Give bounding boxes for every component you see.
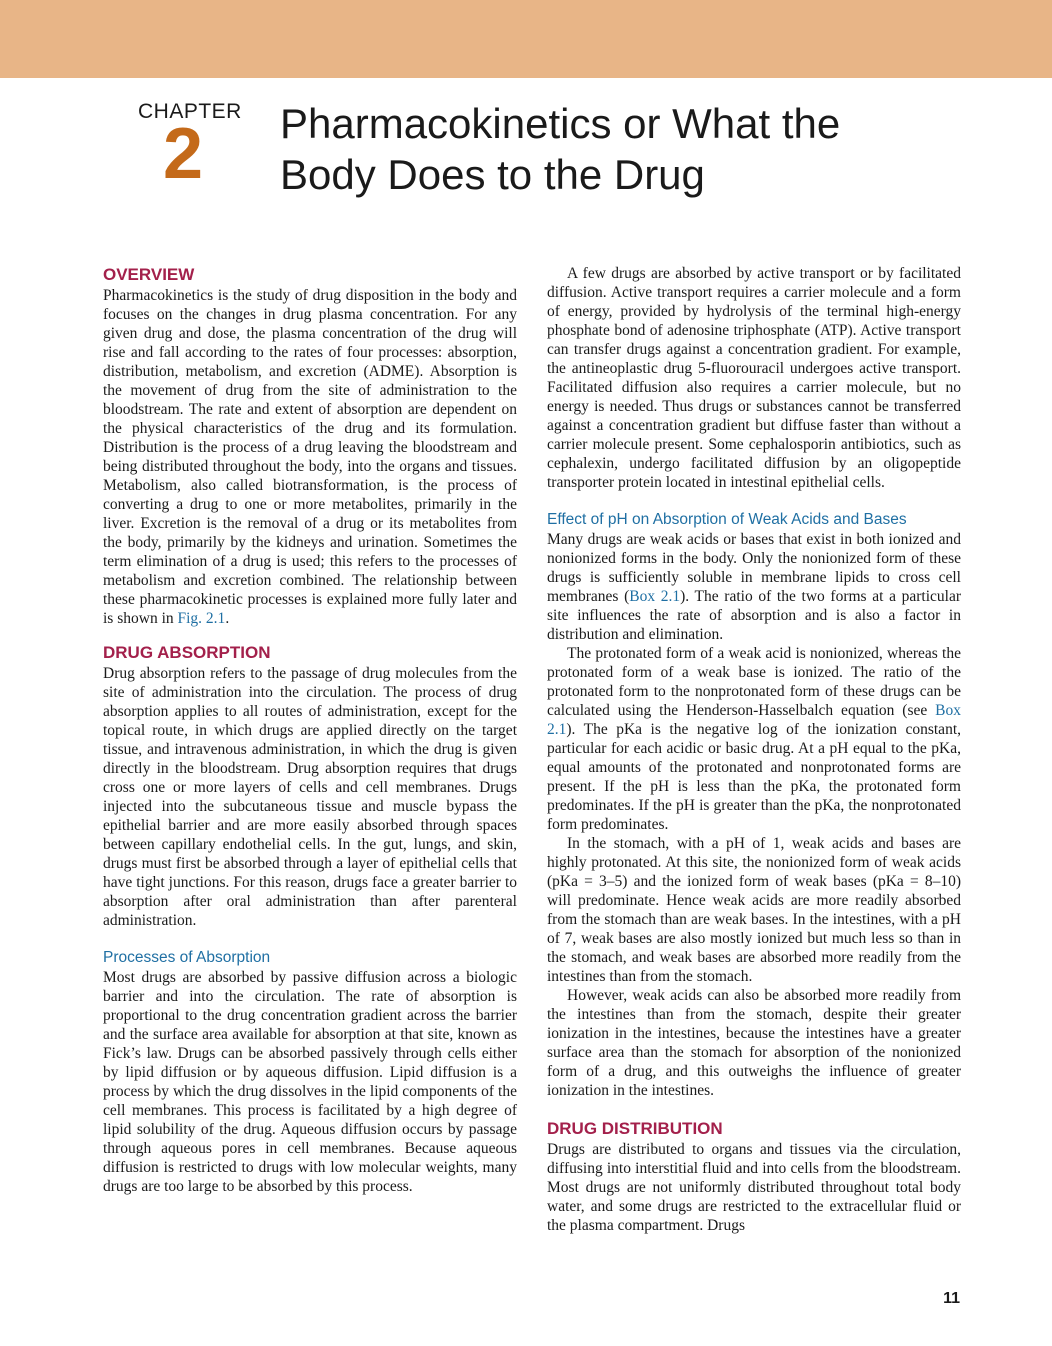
box-link[interactable]: Box 2.1: [547, 702, 961, 738]
section-heading-drug-absorption: DRUG ABSORPTION: [103, 643, 271, 662]
right-column: [547, 264, 961, 1235]
ph-p1-text-a: Many drugs are weak acids or bases that exist in both ionized and nonionized forms in the body. Only the nonionized form of these drugs is sufficiently soluble in membrane lipids to cross cell membranes (: [547, 531, 961, 605]
ph-p2-text-b: ). The pKa is the negative log of the ionization constant, particular for each acidic or basic drug. At a pH equal to the pKa, equal amounts of the protonated and nonprotonated forms are present. If the pH is less than the pKa, the protonated form predominates. If the pH is greater than the pKa, the nonprotonated form predominates.: [547, 721, 961, 833]
chapter-title-line-2: Body Does to the Drug: [280, 151, 705, 198]
chapter-title: [280, 98, 980, 200]
ph-paragraph-3: In the stomach, with a pH of 1, weak acids and bases are highly protonated. At this site, the nonionized form of weak acids (pKa = 3–5) and the ionized form of weak bases (pKa = 8–10) will predominate. Hence weak acids are more readily absorbed from the stomach than are weak bases. In the intestines, with a pH of 7, weak bases are also mostly ionized but much less so than in the stomach, and weak bases are absorbed more readily from the intestines than from the stomach.: [547, 835, 961, 985]
ph-p2-text-a: The protonated form of a weak acid is nonionized, whereas the protonated form of a weak base is ionized. The ratio of the protonated form to the nonprotonated form of these drugs can be calculated using the Henderson-Hasselbalch equation (see: [547, 645, 961, 719]
overview-end: .: [225, 610, 230, 627]
chapter-label: CHAPTER: [138, 100, 242, 123]
ph-paragraph-4: However, weak acids can also be absorbed more readily from the intestines than from the stomach, despite their greater ionization in the intestines, because the intestines have a greater surface area than the stomach for absorption of the nonionized form of a drug, and this outweighs the influence of greater ionization in the intestines.: [547, 987, 961, 1099]
subsection-heading-processes: Processes of Absorption: [103, 949, 271, 966]
overview-text: Pharmacokinetics is the study of drug disposition in the body and focuses on the changes in drug plasma concentration. For any given drug and dose, the plasma concentration of the drug will rise and fall according to the rates of four processes: absorption, distribution, metabolism, and excretion (ADME). Absorption is the movement of drug from the site of administration to the bloodstream. The rate and extent of absorption are dependent on the physical characteristics of the drug and its formulation. Distribution is the process of a drug leaving the bloodstream and being distributed throughout the body, into the organs and tissues. Metabolism, also called biotransformation, is the process of converting a drug to one or more metabolites, primarily in the liver. Excretion is the removal of a drug or its metabolites from the body, primarily by the kidneys and urination. Sometimes the term elimination of a drug is used; this refers to the processes of metabolism and excretion combined. The relationship between these pharmacokinetic processes is explained more fully later and is shown in: [103, 287, 517, 627]
chapter-title-line-1: Pharmacokinetics or What the: [280, 100, 841, 147]
ph-p1-text-b: ). The ratio of the two forms at a particular site influences the rate of absorption and is also a factor in distribution and elimination.: [547, 588, 961, 643]
absorption-paragraph: Drug absorption refers to the passage of drug molecules from the site of administration into the circulation. The process of drug absorption applies to all routes of administration, except for the topical route, in which drugs are applied directly on the target tissue, and intravenous administration, in which the drug is given directly in the bloodstream. Drug absorption requires that drugs cross one or more layers of cells and cell membranes. Drugs injected into the subcutaneous tissue and muscle bypass the epithelial barrier and are more easily absorbed through spaces between capillary endothelial cells. In the gut, lungs, and skin, drugs must first be absorbed through a layer of epithelial cells that have tight junctions. For this reason, drugs face a greater barrier to absorption after oral administration than after parenteral administration.: [103, 665, 517, 929]
section-heading-drug-distribution: DRUG DISTRIBUTION: [547, 1119, 723, 1138]
page-number: 11: [943, 1290, 960, 1307]
subsection-heading-ph: Effect of pH on Absorption of Weak Acids and Bases: [547, 511, 907, 528]
overview-paragraph: [103, 286, 517, 628]
processes-paragraph: Most drugs are absorbed by passive diffusion across a biologic barrier and into the circulation. The rate of absorption is proportional to the drug concentration gradient across the barrier and the surface area available for absorption at that site, known as Fick’s law. Drugs can be absorbed passively through cells either by lipid diffusion or by aqueous diffusion. Lipid diffusion is a process by which the drug dissolves in the lipid components of the cell membranes. This process is facilitated by a high degree of lipid solubility of the drug. Aqueous diffusion occurs by passage through aqueous pores in cell membranes. Because aqueous diffusion is restricted to drugs with low molecular weights, many drugs are too large to be absorbed by this process.: [103, 969, 517, 1195]
header-band: [0, 0, 1052, 78]
distribution-paragraph: Drugs are distributed to organs and tissues via the circulation, diffusing into interstitial fluid and into cells from the bloodstream. Most drugs are not uniformly distributed throughout total body water, and some drugs are restricted to the extracellular fluid or the plasma compartment. Drugs: [547, 1141, 961, 1234]
ph-paragraph-2: [547, 644, 961, 834]
chapter-number: 2: [162, 114, 204, 194]
active-transport-paragraph: A few drugs are absorbed by active transport or by facilitated diffusion. Active transport requires a carrier molecule and a form of energy, provided by hydrolysis of the terminal high-energy phosphate bond of adenosine triphosphate (ATP). Active transport can transfer drugs against a concentration gradient. For example, the antineoplastic drug 5-fluorouracil undergoes active transport. Facilitated diffusion also requires a carrier molecule, but no energy is needed. Thus drugs or substances cannot be transferred against a concentration gradient but diffuse faster than without a carrier molecule present. Some cephalosporin antibiotics, such as cephalexin, undergo facilitated diffusion by an oligopeptide transporter protein located in intestinal epithelial cells.: [547, 265, 961, 491]
box-link[interactable]: Box 2.1: [629, 588, 681, 605]
section-heading-overview: OVERVIEW: [103, 265, 195, 284]
figure-link[interactable]: Fig. 2.1: [177, 610, 226, 627]
ph-paragraph-1: [547, 530, 961, 644]
left-column: [103, 264, 517, 1196]
